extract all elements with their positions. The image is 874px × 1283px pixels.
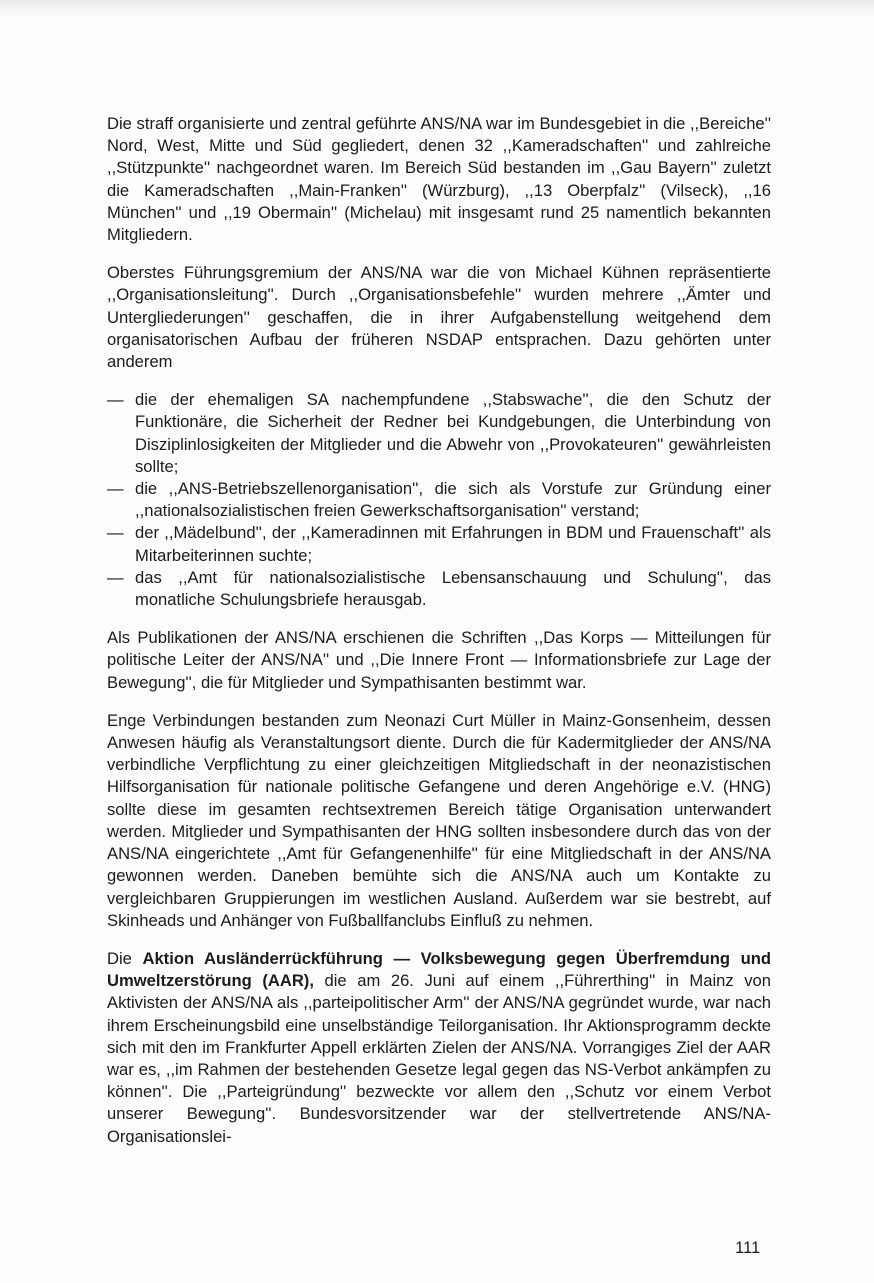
- list-dash: —: [107, 479, 124, 499]
- list-dash: —: [107, 567, 124, 587]
- list-dash: —: [107, 523, 124, 543]
- paragraph-leadership: Oberstes Führungsgremium der ANS/NA war die von Michael Kühnen repräsentierte ,,Organisationsleitung''. Durch ,,Organisationsbefehle'' wurden mehrere ,,Ämter und Untergliederungen'' geschaffen, die in ihrer Aufgabenstellung weitgehend dem organisatorischen Aufbau der früheren NSDAP entsprachen. Dazu gehörten unter anderem: [107, 263, 771, 372]
- paragraph-connections: Enge Verbindungen bestanden zum Neonazi Curt Müller in Mainz-Gonsenheim, dessen Anwesen häufig als Veranstaltungsort diente. Durch die für Kadermitglieder der ANS/NA verbindliche Verpflichtung zu einer gleichzeitigen Mitgliedschaft in der neonazistischen Hilfsorganisation für nationale politische Gefangene und deren Angehörige e.V. (HNG) sollte diese im gesamten rechtsextremen Bereich tätige Organisation unterwandert werden. Mitglieder und Sympathisanten der HNG sollten insbesondere durch das von der ANS/NA eingerichtete ,,Amt für Gefangenenhilfe'' für eine Mitgliedschaft in der ANS/NA gewonnen werden. Daneben bemühte sich die ANS/NA auch um Kontakte zu vergleichbaren Gruppierungen im westlichen Ausland. Außerdem war sie bestrebt, auf Skinheads und Anhänger von Fußballfanclubs Einfluß zu nehmen.: [107, 710, 771, 930]
- list-item-text: die ,,ANS-Betriebszellenorganisation'', die sich als Vorstufe zur Gründung einer ,,nationalsozialistischen freien Gewerkschaftsorganisation'' verstand;: [135, 479, 771, 521]
- list-item-text: der ,,Mädelbund'', der ,,Kameradinnen mit Erfahrungen in BDM und Frauenschaft'' als Mitarbeiterinnen suchte;: [135, 523, 771, 565]
- dash-list: [107, 389, 771, 611]
- paragraph-publications: Als Publikationen der ANS/NA erschienen die Schriften ,,Das Korps — Mitteilungen für politische Leiter der ANS/NA'' und ,,Die Innere Front — Informationsbriefe zur Lage der Bewegung'', die für Mitglieder und Sympathisanten bestimmt war.: [107, 628, 771, 692]
- aar-body: die am 26. Juni auf einem ,,Führerthing'' in Mainz von Aktivisten der ANS/NA als ,,parteipolitischer Arm'' der ANS/NA gegründet wurde, war nach ihrem Erscheinungsbild eine unselbständige Teilorganisation. Ihr Aktionsprogramm deckte sich mit den im Frankfurter Appell erklärten Zielen der ANS/NA. Vorrangiges Ziel der AAR war es, ,,im Rahmen der bestehenden Gesetze legal gegen das NS-Verbot ankämpfen zu können''. Die ,,Parteigründung'' bezweckte vor allem den ,,Schutz vor einem Verbot unserer Bewegung''. Bundesvorsitzender war der stellvertretende ANS/NA-Organisationslei-: [107, 971, 771, 1146]
- document-page: [107, 113, 771, 1164]
- list-item: [107, 567, 771, 611]
- aar-intro: Die: [107, 948, 143, 968]
- paragraph-aar: [107, 948, 771, 1148]
- paragraph-organisation-structure: Die straff organisierte und zentral geführte ANS/NA war im Bundesgebiet in die ,,Bereiche'' Nord, West, Mitte und Süd gegliedert, denen 32 ,,Kameradschaften'' und zahlreiche ,,Stützpunkte'' nachgeordnet waren. Im Bereich Süd bestanden im ,,Gau Bayern'' zuletzt die Kameradschaften ,,Main-Franken'' (Würzburg), ,,13 Oberpfalz'' (Vilseck), ,,16 München'' und ,,19 Obermain'' (Michelau) mit insgesamt rund 25 namentlich bekannten Mitgliedern.: [107, 114, 771, 245]
- list-item-text: die der ehemaligen SA nachempfundene ,,Stabswache'', die den Schutz der Funktionäre, die Sicherheit der Redner bei Kundgebungen, die Unterbindung von Disziplinlosigkeiten der Mitglieder und die Abwehr von ,,Provokateuren'' gewährleisten sollte;: [135, 390, 771, 476]
- list-item: [107, 478, 771, 522]
- scan-top-edge: [0, 0, 874, 16]
- list-item-text: das ,,Amt für nationalsozialistische Lebensanschauung und Schulung'', das monatliche Schulungsbriefe herausgab.: [135, 567, 771, 610]
- aar-name-bold: Aktion Ausländerrückführung — Volksbewegung gegen Überfremdung und Umweltzerstörung (AAR),: [107, 948, 771, 991]
- list-item: [107, 389, 771, 478]
- page-number: 111: [735, 1238, 761, 1257]
- list-dash: —: [107, 390, 124, 410]
- list-item: [107, 522, 771, 566]
